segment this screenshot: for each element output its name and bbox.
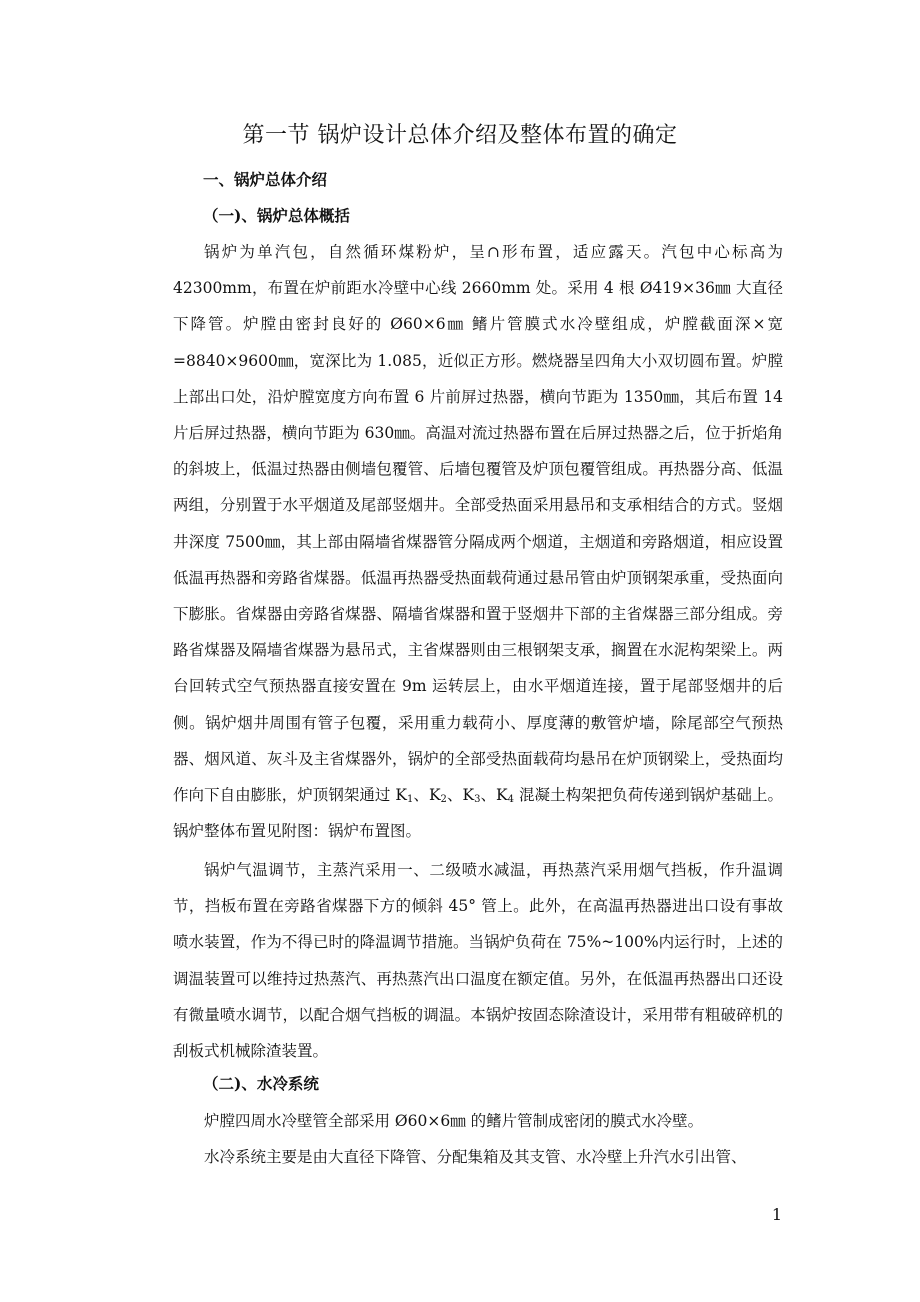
section-heading: 一、锅炉总体介绍 — [203, 170, 328, 189]
paragraph-overview: 锅炉为单汽包，自然循环煤粉炉，呈∩形布置，适应露天。汽包中心标高为 42300mm，布置在炉前距水冷壁中心线 2660mm 处。采用 4 根 Ø419×36㎜ 大直径下降管。炉膛由密封良好的 Ø60×6㎜ 鳍片管膜式水冷壁组成，炉膛截面深×宽=8840×9600㎜，宽深比为 1.085，近似正方形。燃烧器呈四角大小双切圆布置。炉膛上部出口处，沿炉膛宽度方向布置 6 片前屏过热器，横向节距为 1350㎜，其后布置 14 片后屏过热器，横向节距为 630㎜。高温对流过热器布置在后屏过热器之后，位于折焰角的斜坡上，低温过热器由侧墙包覆管、后墙包覆管及炉顶包覆管组成。再热器分高、低温两组，分别置于水平烟道及尾部竖烟井。全部受热面采用悬吊和支承相结合的方式。竖烟井深度 7500㎜，其上部由隔墙省煤器管分隔成两个烟道，主烟道和旁路烟道，相应设置低温再热器和旁路省煤器。低温再热器受热面载荷通过悬吊管由炉顶钢架承重，受热面向下膨胀。省煤器由旁路省煤器、隔墙省煤器和置于竖烟井下部的主省煤器三部分组成。旁路省煤器及隔墙省煤器为悬吊式，主省煤器则由三根钢架支承，搁置在水泥构架梁上。两台回转式空气预热器直接安置在 9m 运转层上，由水平烟道连接，置于尾部竖烟井的后侧。锅炉烟井周围有管子包覆，采用重力载荷小、厚度薄的敷管炉墙，除尾部空气预热器、烟风道、灰斗及主省煤器外，锅炉的全部受热面载荷均悬吊在炉顶钢梁上，受热面均作向下自由膨胀，炉顶钢架通过 $K_1$、$K_2$、$K_3$、$K_4$ 混凝土构架把负荷传递到锅炉基础上。锅炉整体布置见附图：锅炉布置图。 — [173, 243, 783, 841]
paragraph-water-wall: 炉膛四周水冷壁管全部采用 Ø60×6㎜ 的鳍片管制成密闭的膜式水冷壁。 — [204, 1112, 704, 1130]
k1-label: $K_1$ — [395, 786, 414, 806]
k3-label: $K_3$ — [462, 786, 481, 806]
paragraph-overview-text-b: 混凝土构架把负荷传递到锅炉基础上。锅炉整体布置见附图：锅炉布置图。 — [173, 786, 783, 841]
page-title: 第一节 锅炉设计总体介绍及整体布置的确定 — [242, 123, 678, 148]
paragraph-overview-text-a: 锅炉为单汽包，自然循环煤粉炉，呈∩形布置，适应露天。汽包中心标高为 42300mm，布置在炉前距水冷壁中心线 2660mm 处。采用 4 根 Ø419×36㎜ 大直径下降管。炉膛由密封良好的 Ø60×6㎜ 鳍片管膜式水冷壁组成，炉膛截面深×宽=8840×9600㎜，宽深比为 1.085，近似正方形。燃烧器呈四角大小双切圆布置。炉膛上部出口处，沿炉膛宽度方向布置 6 片前屏过热器，横向节距为 1350㎜，其后布置 14 片后屏过热器，横向节距为 630㎜。高温对流过热器布置在后屏过热器之后，位于折焰角的斜坡上，低温过热器由侧墙包覆管、后墙包覆管及炉顶包覆管组成。再热器分高、低温两组，分别置于水平烟道及尾部竖烟井。全部受热面采用悬吊和支承相结合的方式。竖烟井深度 7500㎜，其上部由隔墙省煤器管分隔成两个烟道，主烟道和旁路烟道，相应设置低温再热器和旁路省煤器。低温再热器受热面载荷通过悬吊管由炉顶钢架承重，受热面向下膨胀。省煤器由旁路省煤器、隔墙省煤器和置于竖烟井下部的主省煤器三部分组成。旁路省煤器及隔墙省煤器为悬吊式，主省煤器则由三根钢架支承，搁置在水泥构架梁上。两台回转式空气预热器直接安置在 9m 运转层上，由水平烟道连接，置于尾部竖烟井的后侧。锅炉烟井周围有管子包覆，采用重力载荷小、厚度薄的敷管炉墙，除尾部空气预热器、烟风道、灰斗及主省煤器外，锅炉的全部受热面载荷均悬吊在炉顶钢梁上，受热面均作向下自由膨胀，炉顶钢架通过 — [173, 243, 783, 805]
page-number: 1 — [771, 1205, 783, 1224]
paragraph-temperature-control: 锅炉气温调节，主蒸汽采用一、二级喷水减温，再热蒸汽采用烟气挡板，作升温调节，挡板布置在旁路省煤器下方的倾斜 45° 管上。此外，在高温再热器进出口设有事故喷水装置，作为不得已时的降温调节措施。当锅炉负荷在 75%~100%内运行时，上述的调温装置可以维持过热蒸汽、再热蒸汽出口温度在额定值。另外，在低温再热器出口还设有微量喷水调节，以配合烟气挡板的调温。本锅炉按固态除渣设计，采用带有粗破碎机的刮板式机械除渣装置。 — [173, 861, 783, 1061]
subsection-heading-overview: （一)、锅炉总体概括 — [203, 206, 350, 225]
k4-label: $K_4$ — [496, 786, 515, 806]
k2-label: $K_2$ — [428, 786, 447, 806]
paragraph-water-system: 水冷系统主要是由大直径下降管、分配集箱及其支管、水冷壁上升汽水引出管、 — [204, 1148, 747, 1166]
subsection-heading-water-cooling: （二)、水冷系统 — [203, 1074, 319, 1093]
